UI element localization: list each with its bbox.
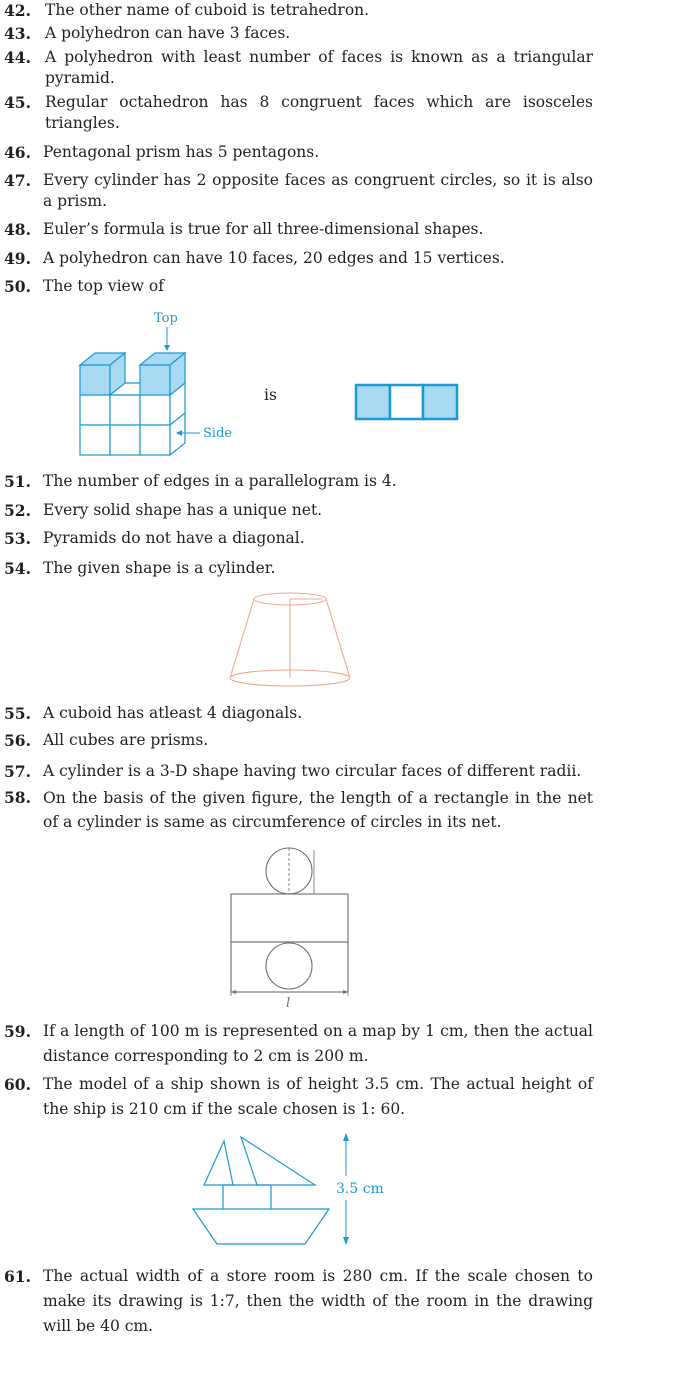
question-number: 52. — [4, 501, 31, 520]
question-text: If a length of 100 m is represented on a map by 1 cm, then the actual distance corresponding to 2 cm is 200 m. — [43, 1022, 593, 1065]
figure-ship — [185, 1128, 405, 1253]
question-number: 46. — [4, 143, 31, 162]
figure-top-view — [70, 305, 470, 465]
question-text: Euler’s formula is true for all three-dimensional shapes. — [43, 220, 484, 238]
question-number: 58. — [4, 788, 31, 807]
question-text: The model of a ship shown is of height 3.5 cm. The actual height of the ship is 210 cm if the scale chosen is 1: 60. — [43, 1075, 593, 1118]
question-text: A polyhedron can have 3 faces. — [45, 24, 291, 42]
figure-frustum — [222, 588, 358, 696]
question-number: 43. — [4, 24, 31, 43]
question-text: The other name of cuboid is tetrahedron. — [45, 1, 370, 19]
question-text: Pentagonal prism has 5 pentagons. — [43, 143, 320, 161]
length-label: l — [286, 996, 291, 1011]
question-text: The given shape is a cylinder. — [43, 559, 276, 577]
is-label: is — [264, 386, 277, 404]
question-text: Every cylinder has 2 opposite faces as congruent circles, so it is also a prism. — [43, 171, 593, 210]
question-text: Regular octahedron has 8 congruent faces which are isosceles triangles. — [45, 93, 593, 132]
question-number: 45. — [4, 93, 31, 112]
top-view-answer — [356, 385, 457, 419]
question-number: 44. — [4, 48, 31, 67]
length-arrow-left — [231, 990, 236, 994]
stacked-cubes — [80, 353, 185, 455]
question-text: A polyhedron with least number of faces is known as a triangular pyramid. — [45, 48, 593, 87]
question-text: Every solid shape has a unique net. — [43, 501, 323, 519]
question-number: 61. — [4, 1267, 31, 1286]
question-text: A polyhedron can have 10 faces, 20 edges and 15 vertices. — [43, 249, 505, 267]
height-label: 3.5 cm — [336, 1181, 384, 1197]
question-number: 48. — [4, 220, 31, 239]
top-arrow-head — [164, 345, 170, 351]
question-number: 55. — [4, 704, 31, 723]
question-text: On the basis of the given figure, the length of a rectangle in the net of a cylinder is same as circumference of circles in its net. — [43, 789, 593, 831]
question-number: 59. — [4, 1022, 31, 1041]
question-number: 54. — [4, 559, 31, 578]
question-number: 56. — [4, 731, 31, 750]
question-text: Pyramids do not have a diagonal. — [43, 529, 305, 547]
height-arrow-top — [343, 1133, 349, 1141]
question-text: A cuboid has atleast 4 diagonals. — [43, 704, 303, 722]
question-number: 47. — [4, 171, 31, 190]
question-number: 60. — [4, 1075, 31, 1094]
question-text: All cubes are prisms. — [43, 731, 209, 749]
question-number: 53. — [4, 529, 31, 548]
figure-cylinder-net — [222, 842, 362, 1012]
question-number: 51. — [4, 472, 31, 491]
side-label: Side — [203, 426, 233, 441]
length-arrow-right — [343, 990, 348, 994]
question-text: The actual width of a store room is 280 cm. If the scale chosen to make its drawing is 1:7, then the width of the room in the drawing will be 40 cm. — [43, 1267, 593, 1335]
question-number: 42. — [4, 1, 31, 20]
height-arrow-bottom — [343, 1237, 349, 1245]
question-number: 57. — [4, 762, 31, 781]
question-number: 50. — [4, 277, 31, 296]
top-label: Top — [154, 311, 178, 326]
question-text: The top view of — [43, 277, 164, 295]
question-number: 49. — [4, 249, 31, 268]
question-text: A cylinder is a 3-D shape having two circular faces of different radii. — [43, 762, 582, 780]
question-text: The number of edges in a parallelogram is 4. — [43, 472, 397, 490]
